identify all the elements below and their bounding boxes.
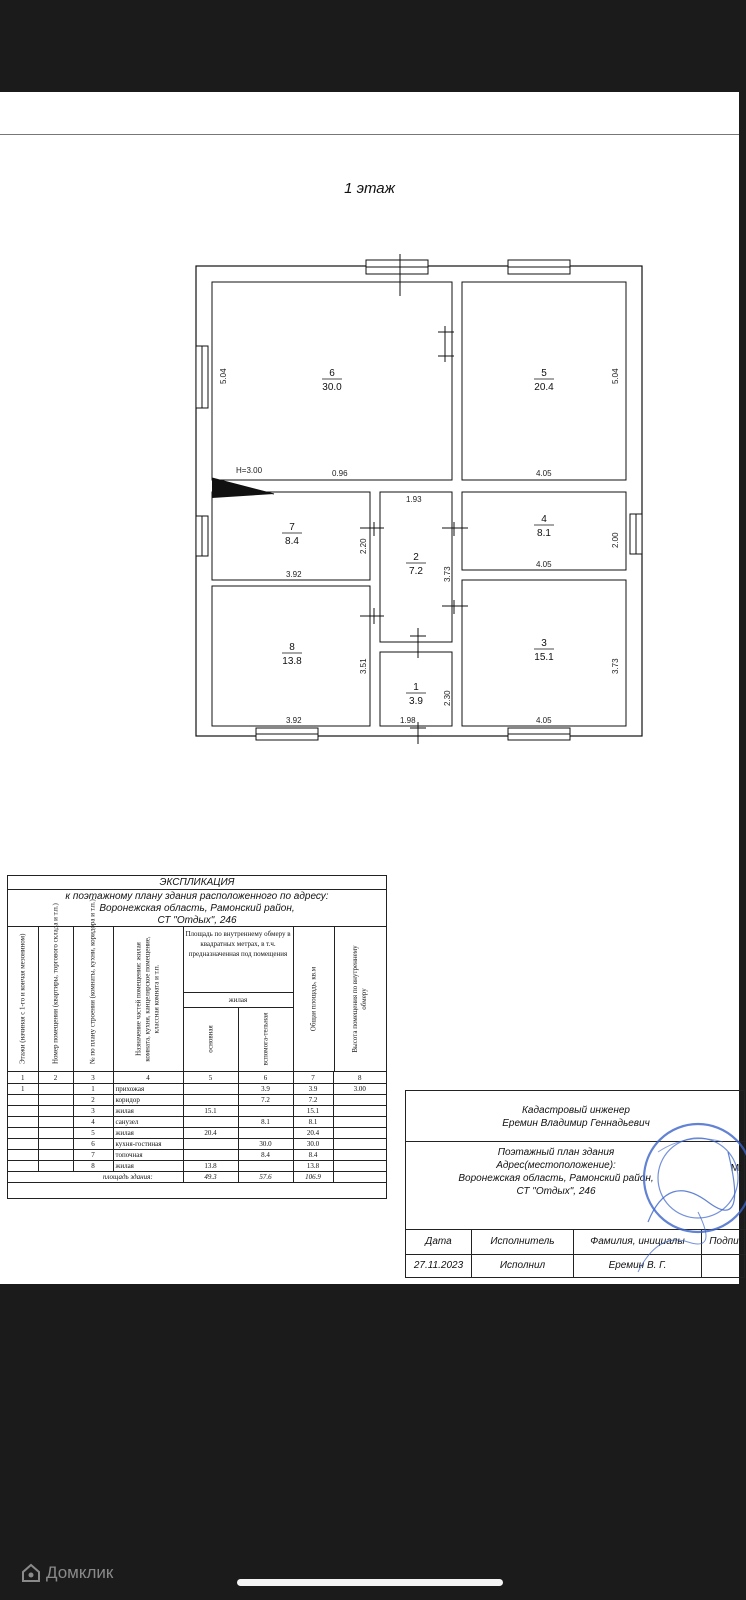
dim-label: H=3.00	[236, 466, 263, 475]
table-cell: 5	[183, 1072, 238, 1084]
subtitle-line: СТ "Отдых", 246	[157, 915, 237, 926]
brand-watermark	[22, 1563, 113, 1583]
header-cell: Высота помещения по внутреннему обмеру	[350, 945, 368, 1053]
table-cell	[183, 1139, 238, 1150]
table-cell: жилая	[113, 1128, 183, 1139]
domclick-logo-icon	[22, 1564, 40, 1582]
table-cell: 13.8	[183, 1161, 238, 1172]
stamp-cell: Дата	[406, 1230, 472, 1254]
home-indicator[interactable]	[237, 1579, 503, 1586]
table-cell	[238, 1161, 293, 1172]
stamp-cell: Подпи	[709, 1236, 739, 1247]
stair-marker	[212, 478, 274, 498]
table-cell	[38, 1128, 73, 1139]
table-cell: 13.8	[293, 1161, 333, 1172]
table-cell: прихожая	[113, 1084, 183, 1095]
dim-label: 3.51	[359, 658, 368, 674]
table-cell	[8, 1106, 38, 1117]
brand-name: Домклик	[46, 1563, 114, 1582]
table-cell: 3	[73, 1106, 113, 1117]
total-area: 106.9	[293, 1172, 333, 1183]
dim-label: 3.73	[611, 658, 620, 674]
table-cell: 3.9	[238, 1084, 293, 1095]
table-cell	[8, 1095, 38, 1106]
dim-label: 3.92	[286, 570, 302, 579]
table-cell: 1	[73, 1084, 113, 1095]
explication-title: ЭКСПЛИКАЦИЯ	[8, 876, 386, 890]
room-5-outline	[462, 282, 626, 480]
header-cell: Назначение частей помещения: жилая комната, кухня, канцелярское помещение, классная комната и т.п.	[113, 927, 184, 1071]
dim-label: 3.92	[286, 716, 302, 725]
table-cell	[38, 1139, 73, 1150]
dim-label: 5.04	[611, 368, 620, 384]
table-cell: жилая	[113, 1106, 183, 1117]
table-cell	[38, 1172, 73, 1183]
top-dark-bar	[0, 0, 739, 92]
engineer-name: Еремин Владимир Геннадьевич	[502, 1118, 650, 1129]
table-cell	[333, 1106, 386, 1117]
dim-label: 4.05	[536, 560, 552, 569]
desc-line: СТ "Отдых", 246	[516, 1186, 596, 1197]
document-image	[0, 92, 742, 1284]
header-living: жилая	[183, 993, 293, 1008]
table-cell: 2	[38, 1072, 73, 1084]
total-aux: 57.6	[238, 1172, 293, 1183]
table-cell	[8, 1117, 38, 1128]
table-cell: 6	[73, 1139, 113, 1150]
table-cell: коридор	[113, 1095, 183, 1106]
room-number: 5	[541, 368, 547, 379]
table-cell	[333, 1139, 386, 1150]
table-cell: топочная	[113, 1150, 183, 1161]
table-cell: 8.1	[293, 1117, 333, 1128]
table-cell: жилая	[113, 1161, 183, 1172]
room-number: 6	[329, 368, 335, 379]
room-area: 8.1	[537, 528, 551, 539]
table-cell	[333, 1172, 386, 1183]
table-cell: 2	[73, 1095, 113, 1106]
table-cell: 8.1	[238, 1117, 293, 1128]
table-cell	[38, 1084, 73, 1095]
table-cell	[38, 1106, 73, 1117]
stamp-cell: Фамилия, инициалы	[574, 1230, 702, 1254]
table-cell	[333, 1128, 386, 1139]
room-number: 3	[541, 638, 547, 649]
room-number: 8	[289, 642, 295, 653]
table-cell	[183, 1095, 238, 1106]
total-row	[8, 1172, 386, 1183]
total-label: площадь здания:	[73, 1172, 183, 1183]
table-cell: 3.9	[293, 1084, 333, 1095]
header-cell: Этажи (начиная с 1-го и кончая мезонином)	[8, 927, 39, 1071]
table-cell: 30.0	[293, 1139, 333, 1150]
dim-label: 4.05	[536, 716, 552, 725]
dim-label: 4.05	[536, 469, 552, 478]
table-cell: 3.00	[333, 1084, 386, 1095]
table-row	[8, 1139, 386, 1150]
table-row	[8, 1150, 386, 1161]
header-cell: вспомога-тельная	[238, 1007, 294, 1071]
table-cell	[238, 1106, 293, 1117]
table-cell: 7.2	[293, 1095, 333, 1106]
subtitle-line: к поэтажному плану здания расположенного по адресу:	[65, 891, 329, 902]
table-cell	[183, 1150, 238, 1161]
dim-label: 2.20	[359, 538, 368, 554]
table-cell: 1	[8, 1072, 38, 1084]
table-cell	[8, 1172, 38, 1183]
explication-subtitle	[8, 890, 386, 927]
table-cell: 4	[113, 1072, 183, 1084]
room-area: 30.0	[322, 382, 342, 393]
stamp-cell: Исполнитель	[472, 1230, 574, 1254]
table-cell	[8, 1128, 38, 1139]
table-row	[8, 1106, 386, 1117]
table-cell: 20.4	[293, 1128, 333, 1139]
dim-label: 3.73	[443, 566, 452, 582]
table-cell: 20.4	[183, 1128, 238, 1139]
table-cell	[8, 1161, 38, 1172]
room-area: 8.4	[285, 536, 299, 547]
table-cell	[333, 1117, 386, 1128]
table-cell: 4	[73, 1117, 113, 1128]
dim-label: 1.93	[406, 495, 422, 504]
top-rule	[0, 134, 739, 135]
room-area: 7.2	[409, 566, 423, 577]
table-row	[8, 1117, 386, 1128]
table-cell: 8	[333, 1072, 386, 1084]
dimension-labels	[219, 368, 620, 725]
table-cell	[38, 1117, 73, 1128]
table-row	[8, 1161, 386, 1172]
room-number: 4	[541, 514, 547, 525]
table-cell: 1	[8, 1084, 38, 1095]
scale-label: М:	[730, 1163, 742, 1174]
table-cell: 7.2	[238, 1095, 293, 1106]
table-cell: санузел	[113, 1117, 183, 1128]
table-cell: кухня-гостиная	[113, 1139, 183, 1150]
table-cell	[8, 1150, 38, 1161]
room-6-outline	[212, 282, 452, 480]
dim-label: 0.96	[332, 469, 348, 478]
header-cell: Общая площадь, кв.м	[293, 927, 335, 1071]
room-area: 3.9	[409, 696, 423, 707]
room-area: 15.1	[534, 652, 554, 663]
dim-label: 2.00	[611, 532, 620, 548]
table-cell	[38, 1150, 73, 1161]
engineer-role: Кадастровый инженер	[522, 1105, 630, 1116]
table-cell	[38, 1161, 73, 1172]
header-cell: основная	[183, 1007, 239, 1071]
table-row	[8, 1095, 386, 1106]
desc-line: Адрес(местоположение):	[496, 1160, 616, 1171]
room-area: 13.8	[282, 656, 302, 667]
desc-line: Воронежская область, Рамонский район,	[458, 1173, 654, 1184]
header-area: Площадь по внутреннему обмеру в квадратных метрах, в т.ч. предназначенная под помещения	[183, 927, 293, 993]
table-cell: 8	[73, 1161, 113, 1172]
dim-label: 1.98	[400, 716, 416, 725]
subtitle-line: Воронежская область, Рамонский район,	[99, 903, 295, 914]
table-cell: 8.4	[238, 1150, 293, 1161]
table-cell: 6	[238, 1072, 293, 1084]
stamp-cell: 27.11.2023	[406, 1254, 472, 1278]
dim-label: 5.04	[219, 368, 228, 384]
table-cell	[183, 1084, 238, 1095]
room-number: 1	[413, 682, 419, 693]
table-cell: 7	[73, 1150, 113, 1161]
seal-stamp-icon	[628, 1112, 739, 1284]
floor-plan	[196, 266, 644, 746]
table-cell	[38, 1095, 73, 1106]
table-cell	[8, 1139, 38, 1150]
room-area: 20.4	[534, 382, 554, 393]
stamp-cell: Исполнил	[472, 1254, 574, 1278]
table-cell	[333, 1161, 386, 1172]
header-cell: № по плану строения (комнаты, кухни, коридора и т.п.)	[73, 927, 114, 1071]
dim-label: 2.30	[443, 690, 452, 706]
table-cell	[183, 1117, 238, 1128]
floor-title: 1 этаж	[344, 180, 395, 197]
table-cell: 5	[73, 1128, 113, 1139]
bottom-dark-area	[0, 1284, 739, 1600]
table-cell: 15.1	[293, 1106, 333, 1117]
table-cell	[333, 1150, 386, 1161]
table-cell: 15.1	[183, 1106, 238, 1117]
room-number: 7	[289, 522, 295, 533]
explication-rows	[8, 1072, 386, 1183]
explication-table	[7, 875, 387, 1199]
header-cell: Номер помещения (квартиры, торгового склада и т.п.)	[38, 927, 74, 1071]
table-cell: 30.0	[238, 1139, 293, 1150]
column-number-row	[8, 1072, 386, 1084]
table-row	[8, 1084, 386, 1095]
table-row	[8, 1128, 386, 1139]
table-cell	[333, 1095, 386, 1106]
room-number: 2	[413, 552, 419, 563]
table-cell: 8.4	[293, 1150, 333, 1161]
table-cell: 7	[293, 1072, 333, 1084]
desc-line: Поэтажный план здания	[497, 1147, 615, 1158]
stamp-cell: Еремин В. Г.	[574, 1254, 702, 1278]
total-main: 49.3	[183, 1172, 238, 1183]
table-cell: 3	[73, 1072, 113, 1084]
table-cell	[238, 1128, 293, 1139]
